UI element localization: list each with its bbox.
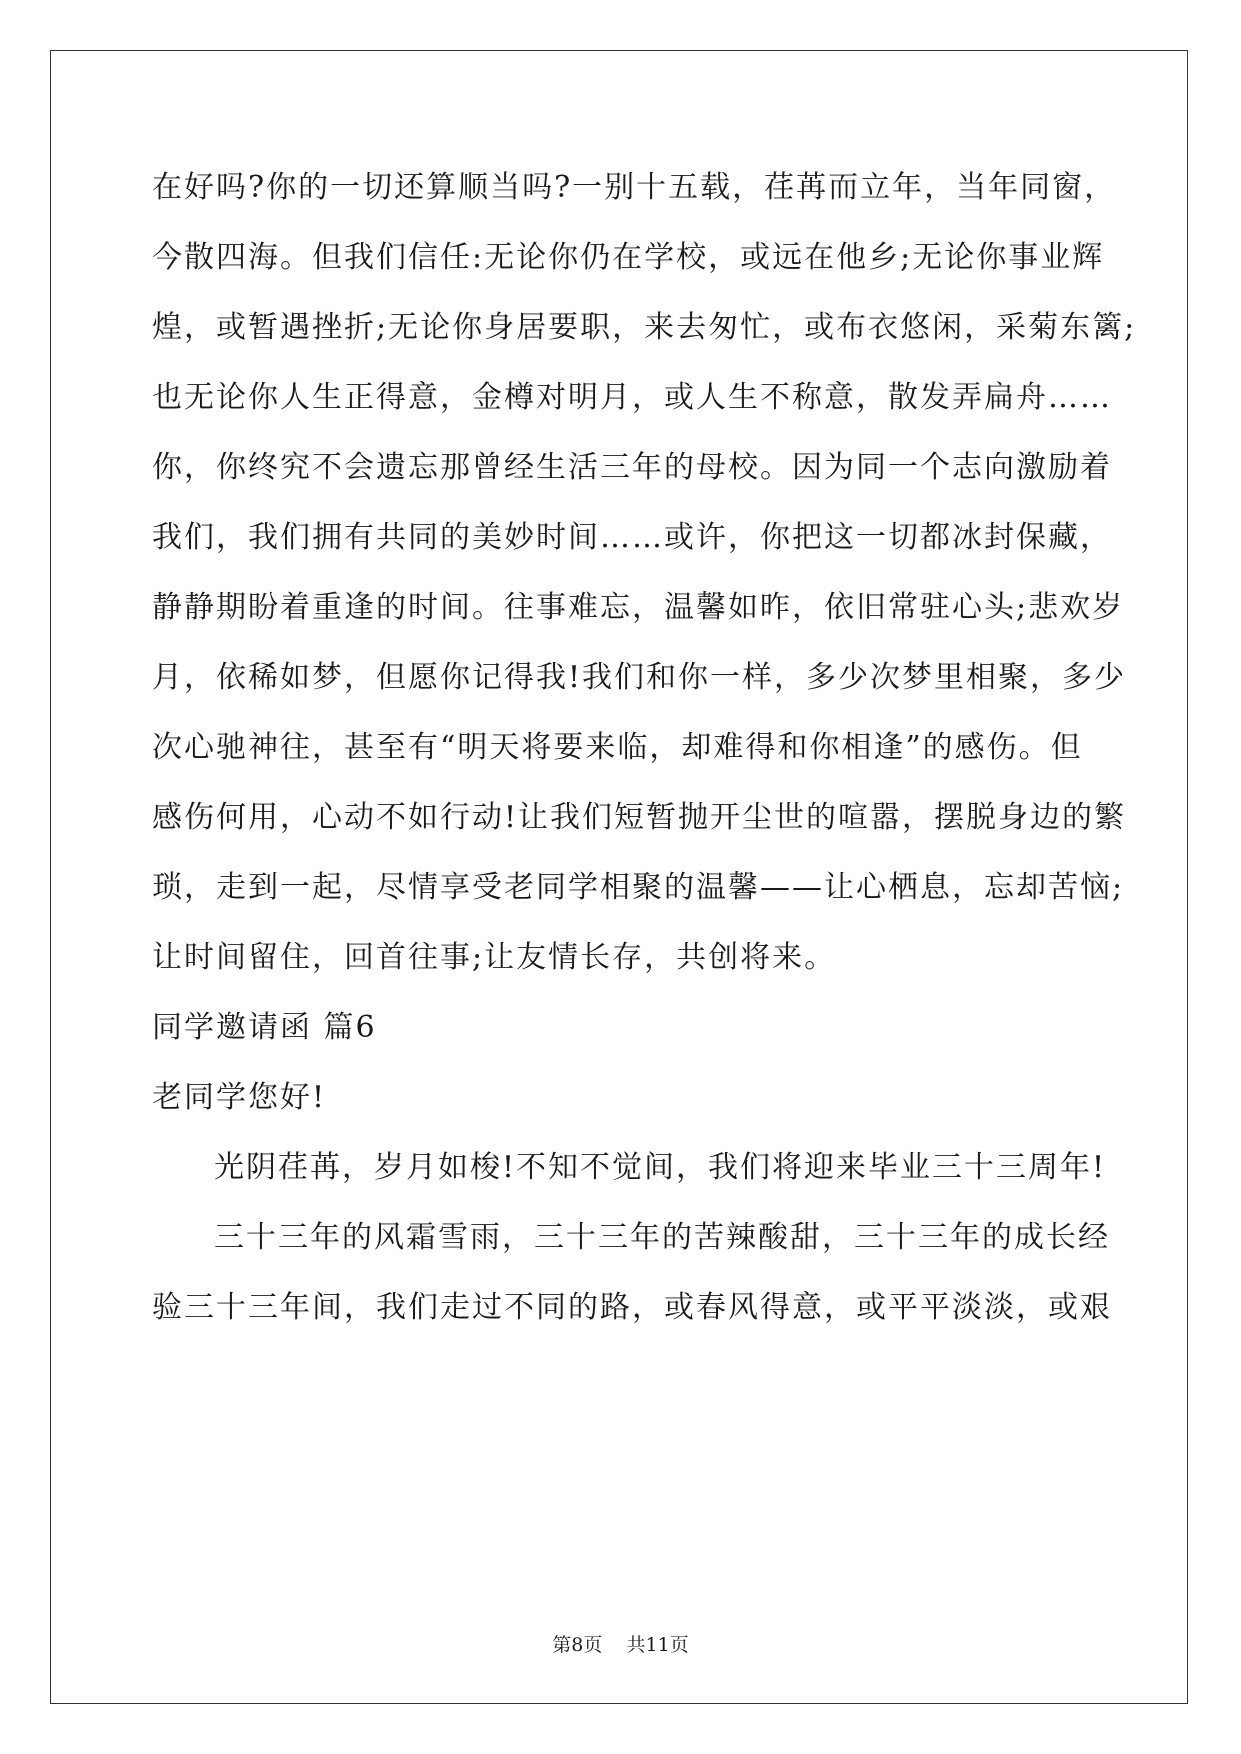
body-text-line: 次心驰神往，甚至有“明天将要来临，却难得和你相逢”的感伤。但	[152, 730, 1083, 765]
body-text-line: 月，依稀如梦，但愿你记得我!我们和你一样，多少次梦里相聚，多少	[152, 660, 1127, 695]
paragraph-line: 验三十三年间，我们走过不同的路，或春风得意，或平平淡淡，或艰	[152, 1290, 1112, 1325]
body-text-line: 让时间留住，回首往事;让友情长存，共创将来。	[152, 940, 837, 975]
body-text-line: 也无论你人生正得意，金樽对明月，或人生不称意，散发弄扁舟……	[152, 380, 1112, 415]
body-text-line: 你，你终究不会遗忘那曾经生活三年的母校。因为同一个志向激励着	[152, 450, 1112, 485]
body-text-line: 静静期盼着重逢的时间。往事难忘，温馨如昨，依旧常驻心头;悲欢岁	[152, 590, 1125, 625]
body-text-line: 煌，或暂遇挫折;无论你身居要职，来去匆忙，或布衣悠闲，采菊东篱;	[152, 310, 1137, 345]
section-title: 同学邀请函 篇6	[152, 1010, 377, 1045]
body-text-line: 琐，走到一起，尽情享受老同学相聚的温馨——让心栖息，忘却苦恼;	[152, 870, 1125, 905]
page-number-footer: 第8页 共11页	[552, 1634, 689, 1656]
body-text-line: 在好吗?你的一切还算顺当吗?一别十五载，荏苒而立年，当年同窗，	[152, 170, 1117, 205]
body-text-line: 今散四海。但我们信任:无论你仍在学校，或远在他乡;无论你事业辉	[152, 240, 1105, 275]
body-text-line: 感伤何用，心动不如行动!让我们短暂抛开尘世的喧嚣，摆脱身边的繁	[152, 800, 1127, 835]
paragraph-line: 三十三年的风霜雪雨，三十三年的苦辣酸甜，三十三年的成长经	[214, 1220, 1110, 1255]
body-text-line: 我们，我们拥有共同的美妙时间……或许，你把这一切都冰封保藏，	[152, 520, 1112, 555]
greeting: 老同学您好!	[152, 1080, 327, 1115]
paragraph-line: 光阴荏苒，岁月如梭!不知不觉间，我们将迎来毕业三十三周年!	[214, 1150, 1107, 1185]
